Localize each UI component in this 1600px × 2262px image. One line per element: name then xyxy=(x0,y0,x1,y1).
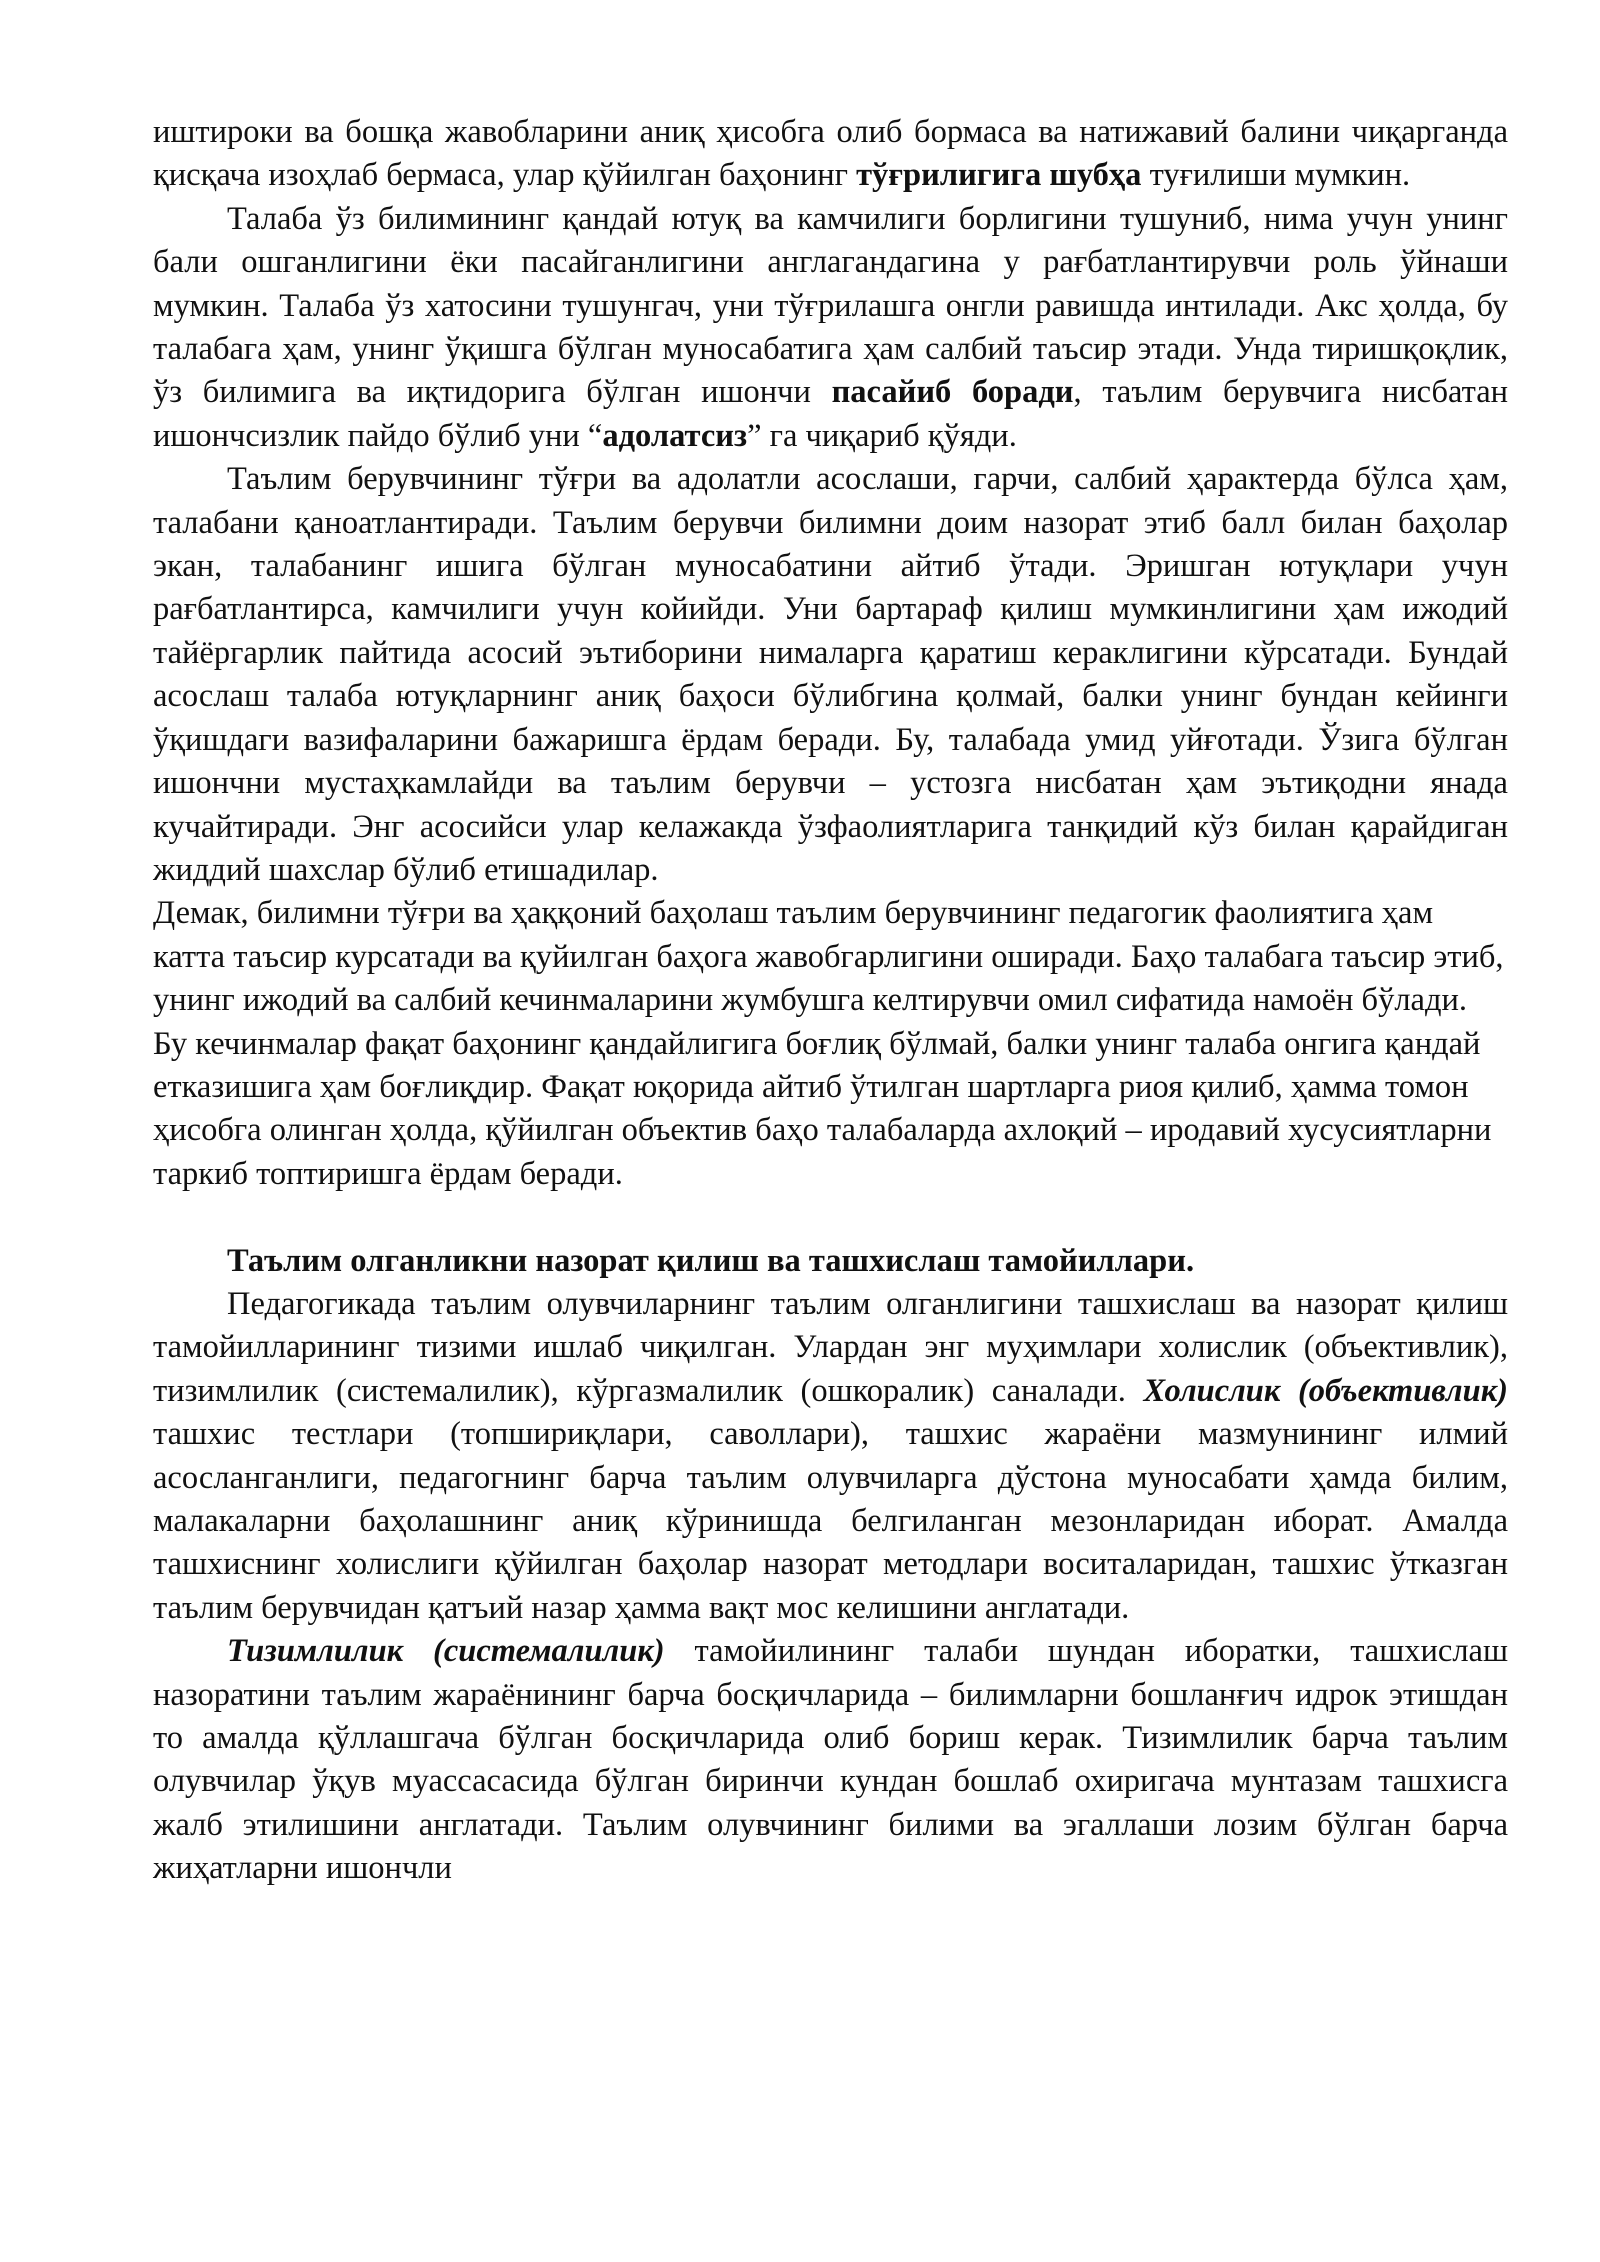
document-page xyxy=(153,111,1508,1891)
emphasis-decrease: пасайиб боради xyxy=(831,374,1074,411)
emphasis-unfair: адолатсиз xyxy=(602,417,748,454)
emphasis-doubt: тўғрилигига шубҳа xyxy=(856,157,1142,194)
term-objectivity: Холислик (объективлик) xyxy=(1143,1372,1508,1409)
blank-line xyxy=(153,1196,1508,1239)
paragraph-5: Педагогикада таълим олувчиларнинг таълим олганлигини ташхислаш ва назорат қилиш тамойилларининг тизими ишлаб чиқилган. Улардан энг муҳимлари холислик (объективлик), тизимлилик (системалилик), кўргазмалилик (ошкоралик) саналади. Холислик (объективлик) ташхис тестлари (топшириқлари, саволлари), ташхис жараёни мазмунининг илмий асосланганлиги, педагогнинг барча таълим олувчиларга дўстона муносабати ҳамда билим, малакаларни баҳолашнинг аниқ кўринишда белгиланган мезонларидан иборат. Амалда ташхиснинг холислиги қўйилган баҳолар назорат методлари воситаларидан, ташхис ўтказган таълим берувчидан қатъий назар ҳамма вақт мос келишини англатади. xyxy=(153,1285,1508,1626)
paragraph-6: Тизимлилик (системалилик) тамойилининг талаби шундан иборатки, ташхислаш назоратини таълим жараёнининг барча босқичларида – билимларни бошланғич идрок этишдан то амалда қўллашгача бўлган босқичларида олиб бориш керак. Тизимлилик барча таълим олувчилар ўқув муассасасида бўлган биринчи кундан бошлаб охиригача мунтазам ташхисга жалб этилишини англатади. Таълим олувчининг билими ва эгаллаши лозим бўлган барча жиҳатларни ишончли xyxy=(153,1633,1508,1887)
paragraph-3: Таълим берувчининг тўғри ва адолатли асослаши, гарчи, салбий ҳарактерда бўлса ҳам, талабани қаноатлантиради. Таълим берувчи билимни доим назорат этиб балл билан баҳолар экан, талабанинг ишига бўлган муносабатини айтиб ўтади. Эришган ютуқлари учун рағбатлантирса, камчилиги учун койийди. Уни бартараф қилиш мумкинлигини ҳам ижодий тайёргарлик пайтида асосий эътиборини нималарга қаратиш кераклигини кўрсатади. Бундай асослаш талаба ютуқларнинг аниқ баҳоси бўлибгина қолмай, балки унинг бундан кейинги ўқишдаги вазифаларини бажаришга ёрдам беради. Бу, талабада умид уйғотади. Ўзига бўлган ишончни мустаҳкамлайди ва таълим берувчи – устозга нисбатан ҳам эътиқодни янада кучайтиради. Энг асосийси улар келажакда ўзфаолиятларига танқидий кўз билан қарайдиган жиддий шахслар бўлиб етишадилар. xyxy=(153,461,1508,888)
section-heading: Таълим олганликни назорат қилиш ва ташхислаш тамойиллари. xyxy=(227,1242,1195,1279)
paragraph-2: Талаба ўз билимининг қандай ютуқ ва камчилиги борлигини тушуниб, нима учун унинг бали ошганлигини ёки пасайганлигини англагандагина у рағбатлантирувчи роль ўйнаши мумкин. Талаба ўз хатосини тушунгач, уни тўғрилашга онгли равишда интилади. Акс ҳолда, бу талабага ҳам, унинг ўқишга бўлган муносабатига ҳам салбий таъсир этади. Унда тиришқоқлик, ўз билимига ва иқтидорига бўлган ишончи пасайиб боради, таълим берувчига нисбатан ишончсизлик пайдо бўлиб уни “адолатсиз” га чиқариб қўяди. xyxy=(153,200,1509,454)
paragraph-1: иштироки ва бошқа жавобларини аниқ ҳисобга олиб бормаса ва натижавий балини чиқарганда қисқача изоҳлаб бермаса, улар қўйилган баҳонинг тўғрилигига шубҳа туғилиши мумкин. xyxy=(153,114,1508,194)
paragraph-4: Демак, билимни тўғри ва ҳаққоний баҳолаш таълим берувчининг педагогик фаолиятига ҳам катта таъсир курсатади ва қуйилган баҳога жавобгарлигини оширади. Баҳо талабага таъсир этиб, унинг ижодий ва салбий кечинмаларини жумбушга келтирувчи омил сифатида намоён бўлади. Бу кечинмалар фақат баҳонинг қандайлигига боғлиқ бўлмай, балки унинг талаба онгига қандай етказишига ҳам боғлиқдир. Фақат юқорида айтиб ўтилган шартларга риоя қилиб, ҳамма томон ҳисобга олинган ҳолда, қўйилган объектив баҳо талабаларда ахлоқий – иродавий хусусиятларни таркиб топтиришга ёрдам беради. xyxy=(153,895,1504,1192)
term-systematicity: Тизимлилик (системалилик) xyxy=(227,1633,665,1670)
